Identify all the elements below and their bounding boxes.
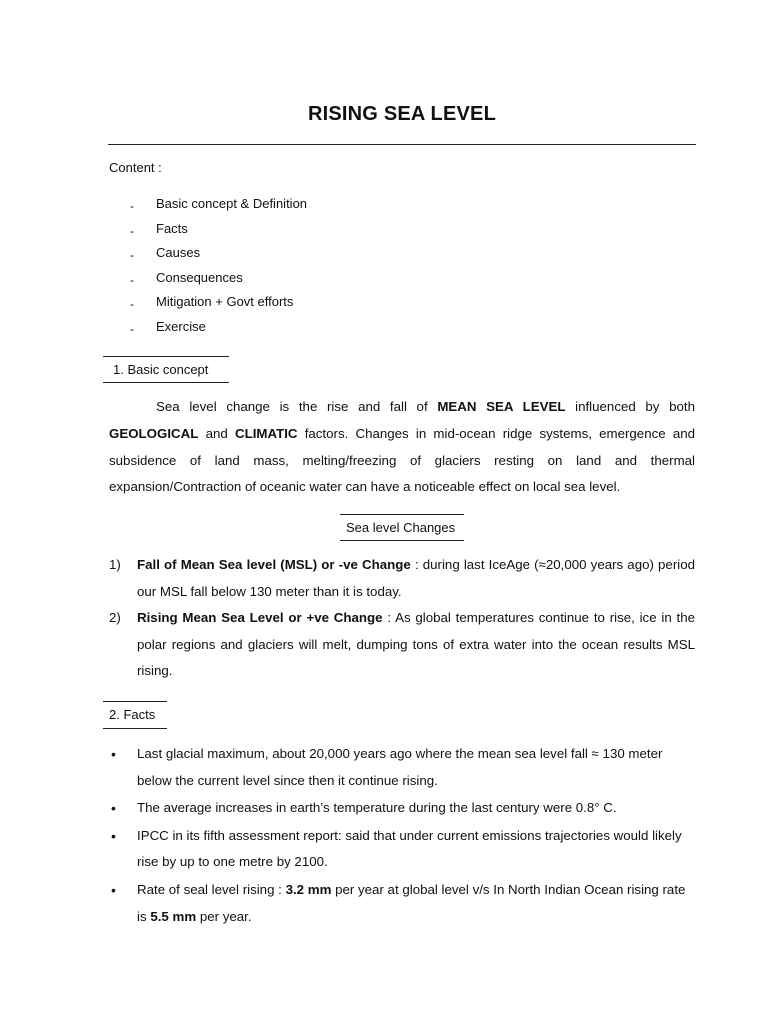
page-title: RISING SEA LEVEL: [307, 103, 497, 125]
dash-marker: -: [130, 199, 134, 213]
item-term: Fall of Mean Sea level (MSL) or -ve Change: [137, 557, 411, 572]
fact-value: 3.2 mm: [285, 881, 332, 897]
fact-text: The average increases in earth’s temperature during the last century were 0.8° C.: [137, 800, 617, 816]
emphasis-text: MEAN SEA LEVEL: [437, 399, 566, 414]
table-of-contents: [130, 195, 307, 343]
emphasis-text: CLIMATIC: [234, 425, 298, 441]
toc-item-label: Facts: [156, 220, 188, 236]
dash-marker: -: [130, 272, 134, 287]
list-item: [109, 823, 695, 877]
list-item: [109, 795, 695, 822]
dash-marker: -: [130, 321, 134, 336]
item-text: : during last IceAge (≈20,000 years ago) period our MSL fall below 130 meter than it is today.: [137, 557, 695, 599]
item-number: 2): [109, 610, 121, 626]
list-item: [130, 244, 307, 269]
toc-item-label: Basic concept & Definition: [156, 196, 308, 211]
basic-concept-paragraph: [109, 394, 695, 501]
emphasis-text: GEOLOGICAL: [109, 425, 199, 441]
list-item: [130, 318, 307, 343]
paragraph-text: influenced by both: [565, 399, 695, 414]
bullet-marker: •: [111, 800, 116, 817]
item-term: Rising Mean Sea Level or +ve Change: [137, 610, 383, 626]
sea-level-changes-list: [109, 552, 695, 685]
dash-marker: -: [130, 248, 134, 263]
list-item: [109, 605, 695, 685]
facts-list: [109, 741, 695, 931]
fact-text: per year at global level v/s In North Indian Ocean rising rate is: [137, 881, 686, 924]
toc-item-label: Mitigation + Govt efforts: [156, 294, 294, 310]
list-item: [109, 741, 695, 795]
dash-marker: -: [130, 297, 134, 312]
fact-text: IPCC in its fifth assessment report: said that under current emissions trajectories would likely rise by up to one metre by 2100.: [137, 827, 682, 870]
list-item: [130, 293, 307, 318]
toc-item-label: Exercise: [156, 318, 206, 334]
paragraph-text: and: [198, 425, 235, 441]
item-number: 1): [109, 557, 121, 572]
item-text: : As global temperatures continue to rise, ice in the polar regions and glaciers will melt, dumping tons of extra water into the ocean results MSL rising.: [137, 610, 695, 679]
list-item: [130, 220, 307, 245]
fact-text: per year.: [196, 908, 252, 924]
bullet-marker: •: [111, 746, 116, 762]
dash-marker: -: [130, 223, 134, 238]
list-item: [130, 269, 307, 294]
list-item: [109, 552, 695, 605]
paragraph-text: Sea level change is the rise and fall of: [156, 399, 438, 414]
bullet-marker: •: [111, 881, 116, 898]
fact-text: Last glacial maximum, about 20,000 years ago where the mean sea level fall ≈ 130 meter below the current level since then it continue rising.: [137, 746, 663, 788]
section-heading-facts: 2. Facts: [103, 701, 167, 729]
content-label: Content :: [109, 160, 162, 175]
paragraph-text: factors. Changes in mid-ocean ridge systems, emergence and subsidence of land mass, melting/freezing of glaciers resting on land and thermal expansion/Contraction of oceanic water can have a noticeable effect on local sea level.: [109, 425, 696, 495]
fact-text: Rate of seal level rising :: [137, 881, 286, 897]
sub-heading-sea-level-changes: Sea level Changes: [340, 514, 464, 541]
fact-value: 5.5 mm: [150, 908, 197, 924]
list-item: [109, 877, 695, 931]
section-heading-basic-concept: 1. Basic concept: [103, 356, 229, 383]
title-divider: [108, 144, 696, 145]
toc-item-label: Consequences: [156, 269, 243, 285]
bullet-marker: •: [111, 827, 116, 844]
toc-item-label: Causes: [156, 245, 201, 261]
list-item: [130, 195, 307, 220]
